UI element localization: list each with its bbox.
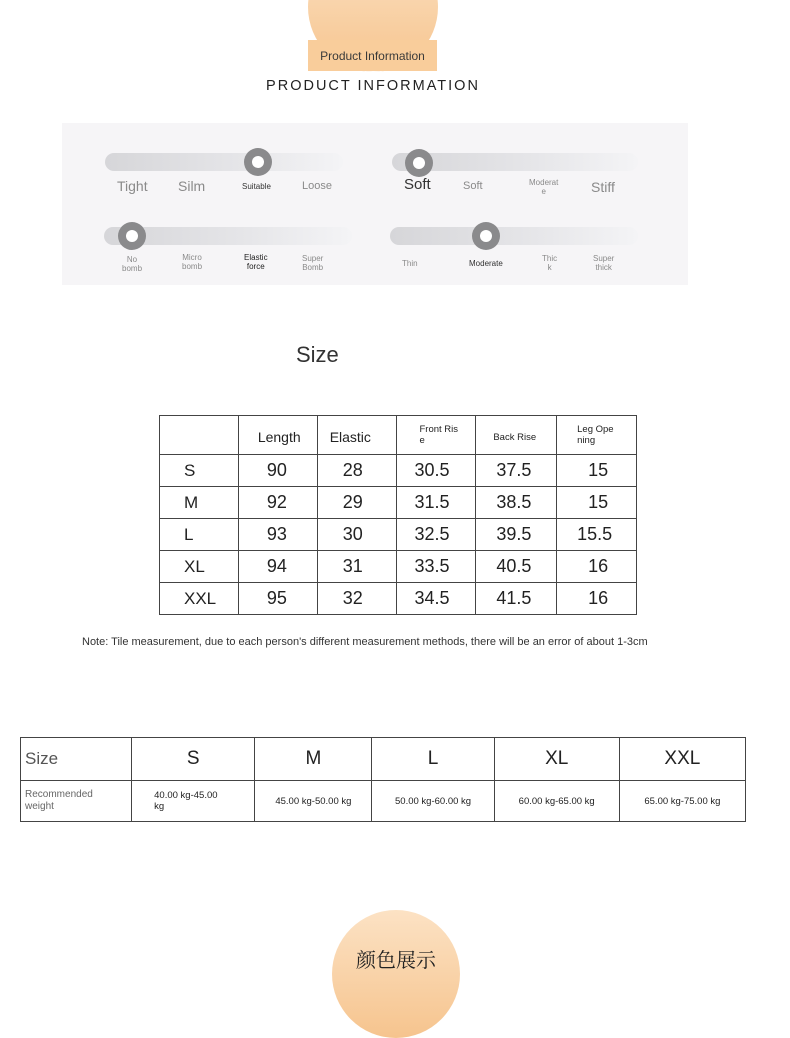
- table-header-row: [160, 416, 637, 455]
- front-rise-cell: 34.5: [397, 583, 476, 615]
- thickness-label-moderate: Moderate: [469, 259, 503, 268]
- header-leg-opening: Leg Ope ning: [557, 416, 637, 455]
- back-rise-cell: 37.5: [476, 455, 557, 487]
- weight-header-xl: XL: [494, 738, 619, 781]
- size-cell: XL: [160, 551, 239, 583]
- fit-label-silm: Silm: [178, 178, 206, 194]
- thickness-slider-knob: [472, 222, 500, 250]
- header-length: Length: [238, 416, 317, 455]
- elastic-cell: 31: [317, 551, 397, 583]
- elastic-cell: 30: [317, 519, 397, 551]
- feel-label-stiff: Stiff: [591, 179, 615, 195]
- weight-cell-s: 40.00 kg-45.00 kg: [132, 781, 255, 822]
- header-badge-label: Product Information: [308, 40, 437, 71]
- size-cell: XXL: [160, 583, 239, 615]
- table-row: [160, 487, 637, 519]
- weight-cell-xl: 60.00 kg-65.00 kg: [494, 781, 619, 822]
- footer-badge-circle: [332, 910, 460, 1038]
- weight-header-s: S: [132, 738, 255, 781]
- measurement-note: Note: Tile measurement, due to each person's different measurement methods, there will be an error of about 1-3cm: [82, 636, 648, 648]
- leg-opening-cell: 15: [557, 487, 637, 519]
- weight-table-header-row: [21, 738, 746, 781]
- elastic-cell: 29: [317, 487, 397, 519]
- front-rise-cell: 32.5: [397, 519, 476, 551]
- table-row: [160, 551, 637, 583]
- length-cell: 90: [238, 455, 317, 487]
- weight-table-row: [21, 781, 746, 822]
- back-rise-cell: 39.5: [476, 519, 557, 551]
- length-cell: 95: [238, 583, 317, 615]
- front-rise-cell: 31.5: [397, 487, 476, 519]
- weight-header-m: M: [255, 738, 372, 781]
- stretch-label-micro-bomb: Micro bomb: [182, 253, 203, 271]
- table-row: [160, 583, 637, 615]
- stretch-label-no-bomb: No bomb: [122, 255, 143, 273]
- leg-opening-cell: 15: [557, 455, 637, 487]
- weight-header-size: Size: [21, 738, 132, 781]
- stretch-label-super-bomb: Super Bomb: [302, 254, 324, 272]
- thickness-label-super-thick: Super thick: [593, 254, 615, 272]
- thickness-label-thick: Thic k: [542, 254, 558, 272]
- recommended-weight-table: [20, 737, 746, 822]
- length-cell: 93: [238, 519, 317, 551]
- fit-label-suitable: Suitable: [242, 182, 271, 191]
- recommended-weight-label: Recommended weight: [21, 781, 132, 822]
- size-cell: M: [160, 487, 239, 519]
- fit-label-loose: Loose: [302, 180, 332, 192]
- weight-cell-m: 45.00 kg-50.00 kg: [255, 781, 372, 822]
- header-back-rise: Back Rise: [476, 416, 557, 455]
- length-cell: 92: [238, 487, 317, 519]
- thickness-label-thin: Thin: [402, 259, 418, 268]
- elastic-cell: 28: [317, 455, 397, 487]
- weight-header-l: L: [372, 738, 494, 781]
- size-cell: L: [160, 519, 239, 551]
- feel-slider-knob: [405, 149, 433, 177]
- elastic-cell: 32: [317, 583, 397, 615]
- feel-label-soft: Soft: [463, 180, 483, 192]
- stretch-label-elastic-force: Elastic force: [244, 253, 268, 271]
- table-row: [160, 455, 637, 487]
- header-front-rise: Front Ris e: [397, 416, 476, 455]
- stretch-slider-knob: [118, 222, 146, 250]
- fit-slider-track: [105, 153, 343, 171]
- weight-cell-xxl: 65.00 kg-75.00 kg: [619, 781, 745, 822]
- product-info-panel: [62, 123, 688, 285]
- front-rise-cell: 30.5: [397, 455, 476, 487]
- length-cell: 94: [238, 551, 317, 583]
- size-heading: Size: [296, 342, 339, 367]
- fit-label-tight: Tight: [117, 178, 148, 194]
- header-cell-empty: [160, 416, 239, 455]
- front-rise-cell: 33.5: [397, 551, 476, 583]
- back-rise-cell: 40.5: [476, 551, 557, 583]
- feel-label-soft-selected: Soft: [404, 176, 431, 193]
- leg-opening-cell: 16: [557, 583, 637, 615]
- leg-opening-cell: 15.5: [557, 519, 637, 551]
- size-measurement-table: [159, 415, 637, 615]
- weight-header-xxl: XXL: [619, 738, 745, 781]
- leg-opening-cell: 16: [557, 551, 637, 583]
- fit-slider-knob: [244, 148, 272, 176]
- size-cell: S: [160, 455, 239, 487]
- thickness-slider-track: [390, 227, 638, 245]
- table-row: [160, 519, 637, 551]
- feel-label-moderate: Moderat e: [529, 178, 559, 196]
- footer-badge-label: 颜色展示: [356, 950, 436, 972]
- back-rise-cell: 38.5: [476, 487, 557, 519]
- back-rise-cell: 41.5: [476, 583, 557, 615]
- header-elastic: Elastic: [317, 416, 397, 455]
- product-information-title: PRODUCT INFORMATION: [266, 78, 480, 94]
- weight-cell-l: 50.00 kg-60.00 kg: [372, 781, 494, 822]
